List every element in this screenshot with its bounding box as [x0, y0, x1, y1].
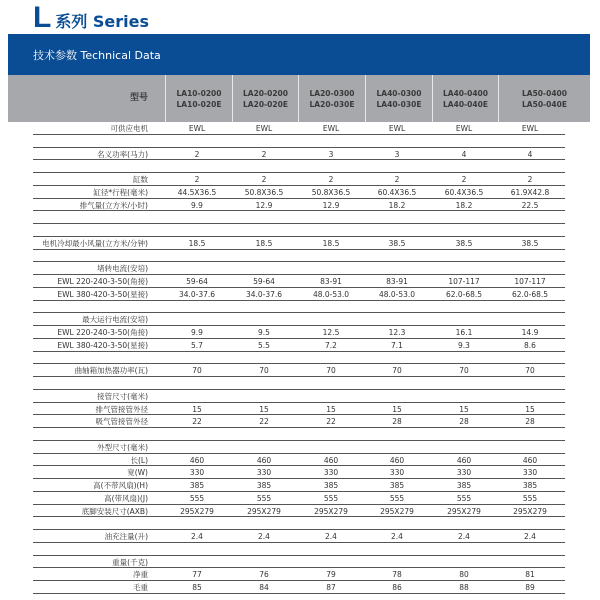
cell-value: 295X279	[380, 506, 414, 516]
cell-value: 84	[259, 583, 269, 592]
table-row	[0, 454, 600, 467]
cell-value: 28	[392, 417, 402, 427]
cell-value: 5.7	[191, 340, 203, 350]
cell-value: 2.4	[191, 532, 203, 541]
cell-value: 18.5	[322, 238, 340, 248]
cell-value: 48.0-53.0	[312, 289, 350, 299]
cell-value: 555	[522, 493, 538, 503]
cell-value: 38.5	[388, 238, 406, 248]
table-row	[0, 224, 600, 237]
cell-value: 83-91	[386, 277, 408, 286]
table-row	[0, 160, 600, 173]
cell-value: 2.4	[524, 532, 536, 541]
cell-value: 12.9	[255, 200, 273, 210]
table-row	[0, 148, 600, 161]
row-label: 净重	[133, 570, 148, 580]
cell-value: 295X279	[513, 506, 547, 516]
cell-value: 385	[256, 481, 272, 490]
cell-value: 555	[256, 493, 272, 503]
cell-value: 70	[459, 366, 469, 376]
table-row	[0, 237, 600, 250]
row-label: 油充注量(升)	[104, 532, 148, 541]
cell-value: 22	[192, 417, 202, 427]
row-label: 毛重	[133, 583, 148, 592]
model-label: 型号	[129, 93, 148, 103]
cell-value: 295X279	[314, 506, 348, 516]
row-label: 吸气管接管外径	[95, 417, 148, 427]
cell-value: 18.5	[255, 238, 273, 248]
cell-value: 28	[525, 417, 535, 427]
cell-value: EWL	[521, 124, 539, 133]
table-row	[0, 390, 600, 403]
model-column-header	[232, 75, 298, 122]
page-title	[33, 3, 149, 33]
cell-value: 385	[323, 481, 339, 490]
model-name: LA20-0200	[242, 89, 288, 98]
table-row	[0, 211, 600, 224]
cell-value: 12.9	[322, 200, 340, 210]
model-name: LA50-040E	[522, 100, 567, 109]
cell-value: 2	[261, 175, 267, 184]
cell-value: 460	[389, 455, 405, 465]
row-label: 高(带风扇)(J)	[104, 493, 148, 503]
cell-value: 15	[259, 404, 269, 414]
cell-value: 14.9	[521, 328, 539, 337]
cell-value: 59-64	[186, 277, 208, 286]
cell-value: 460	[456, 455, 472, 465]
cell-value: 7.2	[325, 340, 337, 350]
cell-value: 555	[456, 493, 472, 503]
cell-value: 61.9X42.8	[510, 187, 550, 197]
cell-value: 2	[394, 175, 400, 184]
row-label: 宽(W)	[127, 468, 148, 478]
cell-value: 295X279	[180, 506, 214, 516]
cell-value: 2	[527, 175, 533, 184]
row-label: 外型尺寸(毫米)	[97, 442, 148, 452]
model-column-header	[165, 75, 232, 122]
cell-value: 460	[189, 455, 205, 465]
cell-value: 4	[527, 149, 533, 159]
table-row	[0, 556, 600, 569]
cell-value: 15	[192, 404, 202, 414]
cell-value: 7.1	[391, 340, 403, 350]
table-row	[0, 135, 600, 148]
table-row	[0, 543, 600, 556]
table-row	[0, 530, 600, 543]
cell-value: 9.3	[458, 340, 470, 350]
table-row	[0, 301, 600, 314]
cell-value: 330	[522, 468, 538, 478]
cell-value: 5.5	[258, 340, 270, 350]
cell-value: 38.5	[455, 238, 473, 248]
row-label: 堵转电流(安培)	[97, 264, 148, 274]
cell-value: EWL	[322, 124, 340, 133]
model-name: LA40-0400	[442, 89, 488, 98]
table-row	[0, 122, 600, 135]
table-row	[0, 173, 600, 186]
table-row	[0, 492, 600, 505]
cell-value: 330	[389, 468, 405, 478]
cell-value: 460	[323, 455, 339, 465]
cell-value: 12.3	[388, 328, 406, 337]
cell-value: 18.2	[388, 200, 406, 210]
title-letter: L	[33, 1, 52, 34]
cell-value: 385	[389, 481, 405, 490]
cell-value: 2	[194, 175, 200, 184]
cell-value: 295X279	[247, 506, 281, 516]
cell-value: 330	[323, 468, 339, 478]
cell-value: 22	[259, 417, 269, 427]
cell-value: 34.0-37.6	[245, 289, 283, 299]
cell-value: 330	[456, 468, 472, 478]
model-name: LA20-020E	[243, 100, 288, 109]
cell-value: 107-117	[514, 277, 546, 286]
table-row	[0, 275, 600, 288]
table-row	[0, 479, 600, 492]
cell-value: 3	[328, 149, 334, 159]
cell-value: 60.4X36.5	[444, 187, 484, 197]
row-label: 底脚安装尺寸(AXB)	[81, 506, 148, 516]
cell-value: 50.8X36.5	[311, 187, 351, 197]
cell-value: 22	[326, 417, 336, 427]
row-label: 可供应电机	[110, 124, 148, 133]
row-label: EWL 220-240-3-50(角接)	[57, 277, 148, 286]
model-column-header	[298, 75, 365, 122]
cell-value: 81	[525, 570, 535, 580]
cell-value: 77	[192, 570, 202, 580]
cell-value: 59-64	[253, 277, 275, 286]
cell-value: EWL	[455, 124, 473, 133]
cell-value: 330	[189, 468, 205, 478]
cell-value: 2.4	[391, 532, 403, 541]
model-name: LA20-0300	[309, 89, 355, 98]
cell-value: 16.1	[455, 328, 473, 337]
cell-value: 330	[256, 468, 272, 478]
table-row	[0, 568, 600, 581]
table-row	[0, 403, 600, 416]
cell-value: 89	[525, 583, 535, 592]
cell-value: 22.5	[521, 200, 539, 210]
cell-value: 62.0-68.5	[445, 289, 483, 299]
row-label: 缸数	[133, 175, 148, 184]
cell-value: 2	[328, 175, 334, 184]
cell-value: 18.2	[455, 200, 473, 210]
table-header	[8, 75, 590, 122]
cell-value: 87	[326, 583, 336, 592]
cell-value: 385	[522, 481, 538, 490]
cell-value: 86	[392, 583, 402, 592]
model-name: LA40-040E	[443, 100, 488, 109]
cell-value: 60.4X36.5	[377, 187, 417, 197]
cell-value: 385	[456, 481, 472, 490]
model-column-header	[498, 75, 590, 122]
table-row	[0, 339, 600, 352]
cell-value: 28	[459, 417, 469, 427]
cell-value: 15	[525, 404, 535, 414]
table-row	[0, 581, 600, 594]
table-row	[0, 352, 600, 365]
cell-value: 44.5X36.5	[177, 187, 217, 197]
table-row	[0, 505, 600, 518]
row-label: 电机冷却最小风量(立方米/分钟)	[42, 238, 148, 248]
row-label: EWL 220-240-3-50(角接)	[57, 328, 148, 337]
table-row	[0, 517, 600, 530]
table-row	[0, 428, 600, 441]
cell-value: 50.8X36.5	[244, 187, 284, 197]
cell-value: 70	[326, 366, 336, 376]
cell-value: 70	[192, 366, 202, 376]
cell-value: 460	[256, 455, 272, 465]
table-row	[0, 186, 600, 199]
cell-value: 70	[392, 366, 402, 376]
row-label: 接管尺寸(毫米)	[97, 391, 148, 401]
section-header-band	[8, 34, 590, 75]
table-row	[0, 377, 600, 390]
table-row	[0, 441, 600, 454]
section-header-title: 技术参数 Technical Data	[33, 49, 161, 62]
table-row	[0, 262, 600, 275]
table-row	[0, 250, 600, 263]
cell-value: 12.5	[322, 328, 340, 337]
cell-value: 18.5	[188, 238, 206, 248]
table-row	[0, 199, 600, 212]
cell-value: 76	[259, 570, 269, 580]
cell-value: 107-117	[448, 277, 480, 286]
table-row	[0, 364, 600, 377]
cell-value: 9.9	[191, 328, 203, 337]
cell-value: 62.0-68.5	[511, 289, 549, 299]
cell-value: 85	[192, 583, 202, 592]
cell-value: 2	[461, 175, 467, 184]
cell-value: 9.5	[258, 328, 270, 337]
spec-table	[0, 122, 600, 594]
cell-value: 2.4	[458, 532, 470, 541]
cell-value: 2	[194, 149, 200, 159]
row-label: 缸径*行程(毫米)	[93, 187, 148, 197]
model-name: LA40-030E	[376, 100, 422, 109]
row-label: EWL 380-420-3-50(星接)	[57, 340, 148, 350]
cell-value: 555	[389, 493, 405, 503]
row-label: 排气管接管外径	[95, 404, 148, 414]
cell-value: 15	[459, 404, 469, 414]
cell-value: 2.4	[258, 532, 270, 541]
model-name: LA50-0400	[521, 89, 567, 98]
row-label: EWL 380-420-3-50(星接)	[57, 289, 148, 299]
table-row	[0, 326, 600, 339]
table-row	[0, 415, 600, 428]
model-column-header	[365, 75, 432, 122]
cell-value: 80	[459, 570, 469, 580]
cell-value: 295X279	[447, 506, 481, 516]
cell-value: 15	[326, 404, 336, 414]
cell-value: 83-91	[320, 277, 342, 286]
cell-value: 8.6	[524, 340, 536, 350]
row-label: 最大运行电流(安培)	[82, 315, 148, 325]
model-name: LA10-020E	[176, 100, 222, 109]
cell-value: 2	[261, 149, 267, 159]
cell-value: 15	[392, 404, 402, 414]
row-label: 长(L)	[130, 455, 148, 465]
cell-value: 555	[189, 493, 205, 503]
table-row	[0, 466, 600, 479]
model-column-header	[432, 75, 498, 122]
row-label: 排气量(立方米/小时)	[79, 200, 148, 210]
cell-value: 460	[522, 455, 538, 465]
cell-value: 38.5	[521, 238, 539, 248]
cell-value: EWL	[188, 124, 206, 133]
cell-value: 70	[259, 366, 269, 376]
cell-value: 70	[525, 366, 535, 376]
row-label: 高(不带风扇)(H)	[93, 481, 148, 490]
cell-value: EWL	[255, 124, 273, 133]
cell-value: 4	[461, 149, 467, 159]
model-name: LA20-030E	[309, 100, 355, 109]
cell-value: 79	[326, 570, 336, 580]
row-label: 名义功率(马力)	[97, 149, 148, 159]
cell-value: 385	[189, 481, 205, 490]
cell-value: 88	[459, 583, 469, 592]
table-row	[0, 288, 600, 301]
cell-value: 34.0-37.6	[178, 289, 216, 299]
model-name: LA10-0200	[176, 89, 222, 98]
table-row	[0, 313, 600, 326]
cell-value: 9.9	[191, 200, 203, 210]
title-series: 系列 Series	[55, 12, 150, 31]
cell-value: 2.4	[325, 532, 337, 541]
cell-value: 3	[394, 149, 400, 159]
row-label: 重量(千克)	[112, 557, 148, 567]
row-label: 曲轴箱加热器功率(瓦)	[74, 366, 148, 376]
cell-value: EWL	[388, 124, 406, 133]
cell-value: 48.0-53.0	[378, 289, 416, 299]
cell-value: 555	[323, 493, 339, 503]
model-name: LA40-0300	[376, 89, 422, 98]
cell-value: 78	[392, 570, 402, 580]
